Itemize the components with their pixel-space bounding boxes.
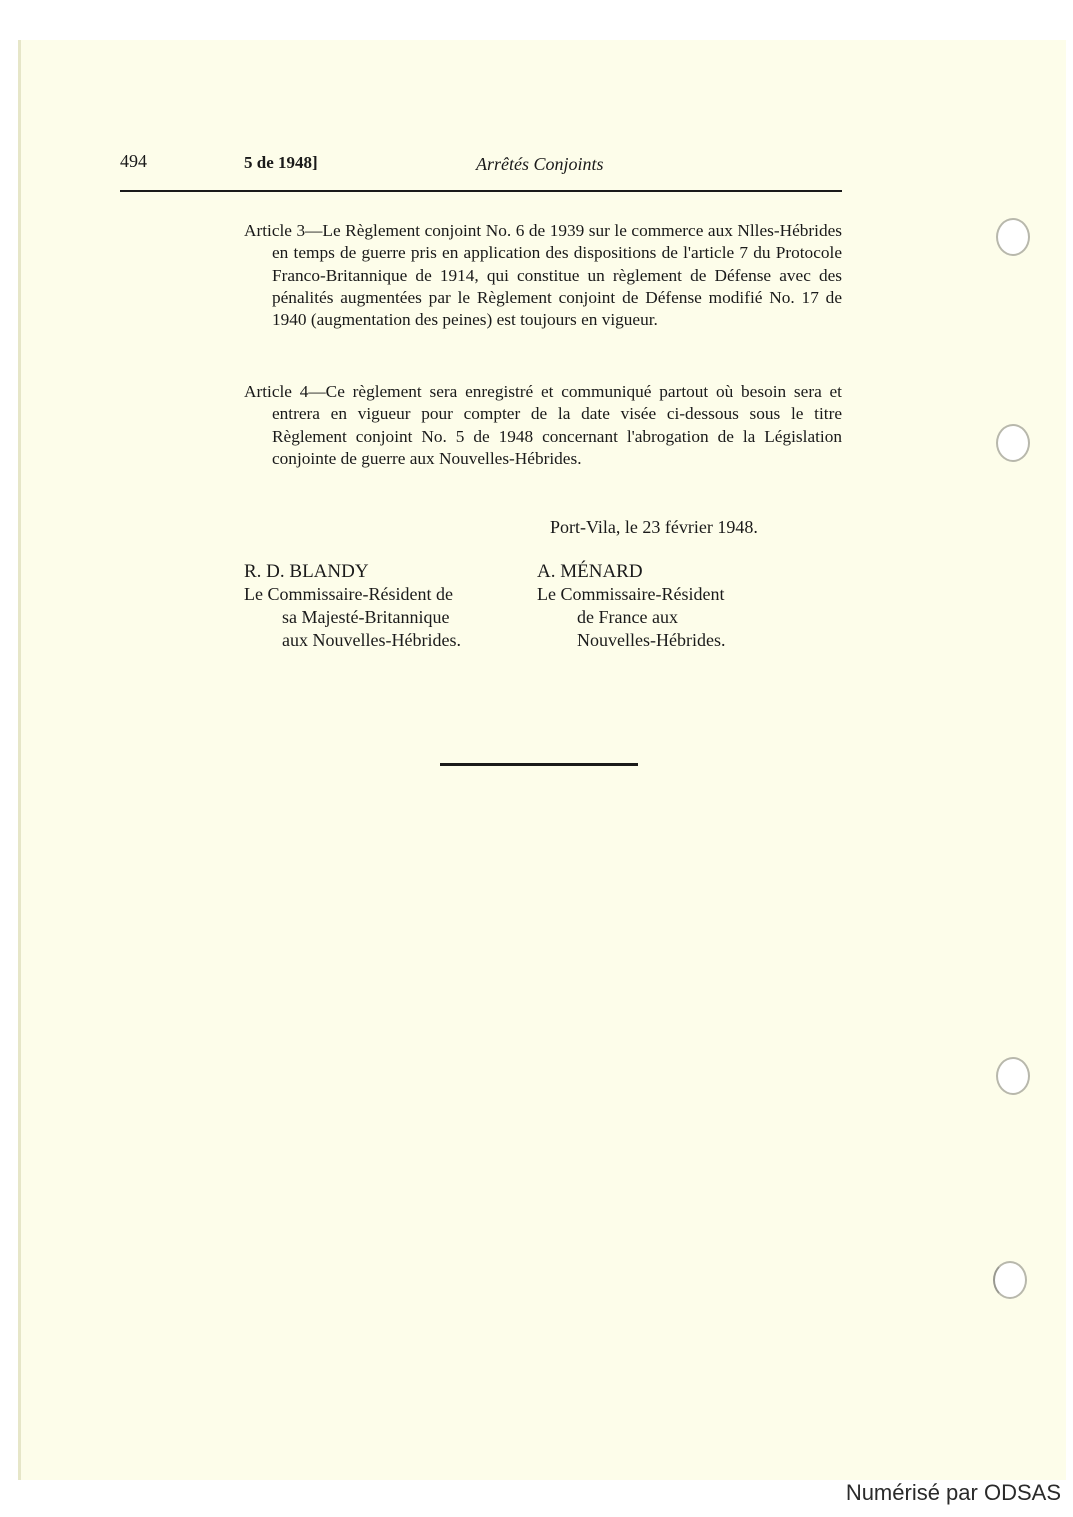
place-and-date: Port-Vila, le 23 février 1948. <box>550 517 758 537</box>
signatory-name: A. MÉNARD <box>537 561 643 582</box>
article-4-paragraph: Article 4—Ce règlement sera enregistré et communiqué partout où besoin sera et entrera en vigueur pour compter de la date visée ci-dessous sous le titre Règlement conjoint No. 5 de 1948 concernant l'abrogation de la Législation conjointe de guerre aux Nouvelles-Hébrides. <box>244 382 842 468</box>
signature-block-french <box>537 560 725 652</box>
signatory-title-line: sa Majesté-Britannique <box>282 607 450 627</box>
digitization-watermark: Numérisé par ODSAS <box>845 1480 1061 1505</box>
punch-hole <box>993 1261 1027 1299</box>
punch-hole <box>996 218 1030 256</box>
running-title: Arrêtés Conjoints <box>476 154 604 174</box>
signatory-title-line: Nouvelles-Hébrides. <box>577 630 726 650</box>
regulation-year-reference: 5 de 1948] <box>244 153 318 172</box>
page-number: 494 <box>120 151 147 171</box>
article-3-paragraph: Article 3—Le Règlement conjoint No. 6 de 1939 sur le commerce aux Nlles-Hébrides en temps de guerre pris en application des dispositions de l'article 7 du Protocole Franco-Britannique de 1914, qui constitue un règlement de Défense avec des pénalités augmentées par le Règlement conjoint de Défense modifié No. 17 de 1940 (augmentation des peines) est toujours en vigueur. <box>244 221 842 330</box>
page-edge-shadow <box>18 40 21 1480</box>
punch-hole <box>996 424 1030 462</box>
signatory-title-line: Le Commissaire-Résident de <box>244 584 453 604</box>
signature-block-british <box>244 560 461 652</box>
signatory-title-line: de France aux <box>577 607 678 627</box>
signatory-title-line: Le Commissaire-Résident <box>537 584 725 604</box>
end-of-regulation-rule <box>440 763 638 766</box>
signatory-name: R. D. BLANDY <box>244 561 369 582</box>
punch-hole <box>996 1057 1030 1095</box>
header-rule <box>120 190 842 192</box>
signatory-title-line: aux Nouvelles-Hébrides. <box>282 630 461 650</box>
